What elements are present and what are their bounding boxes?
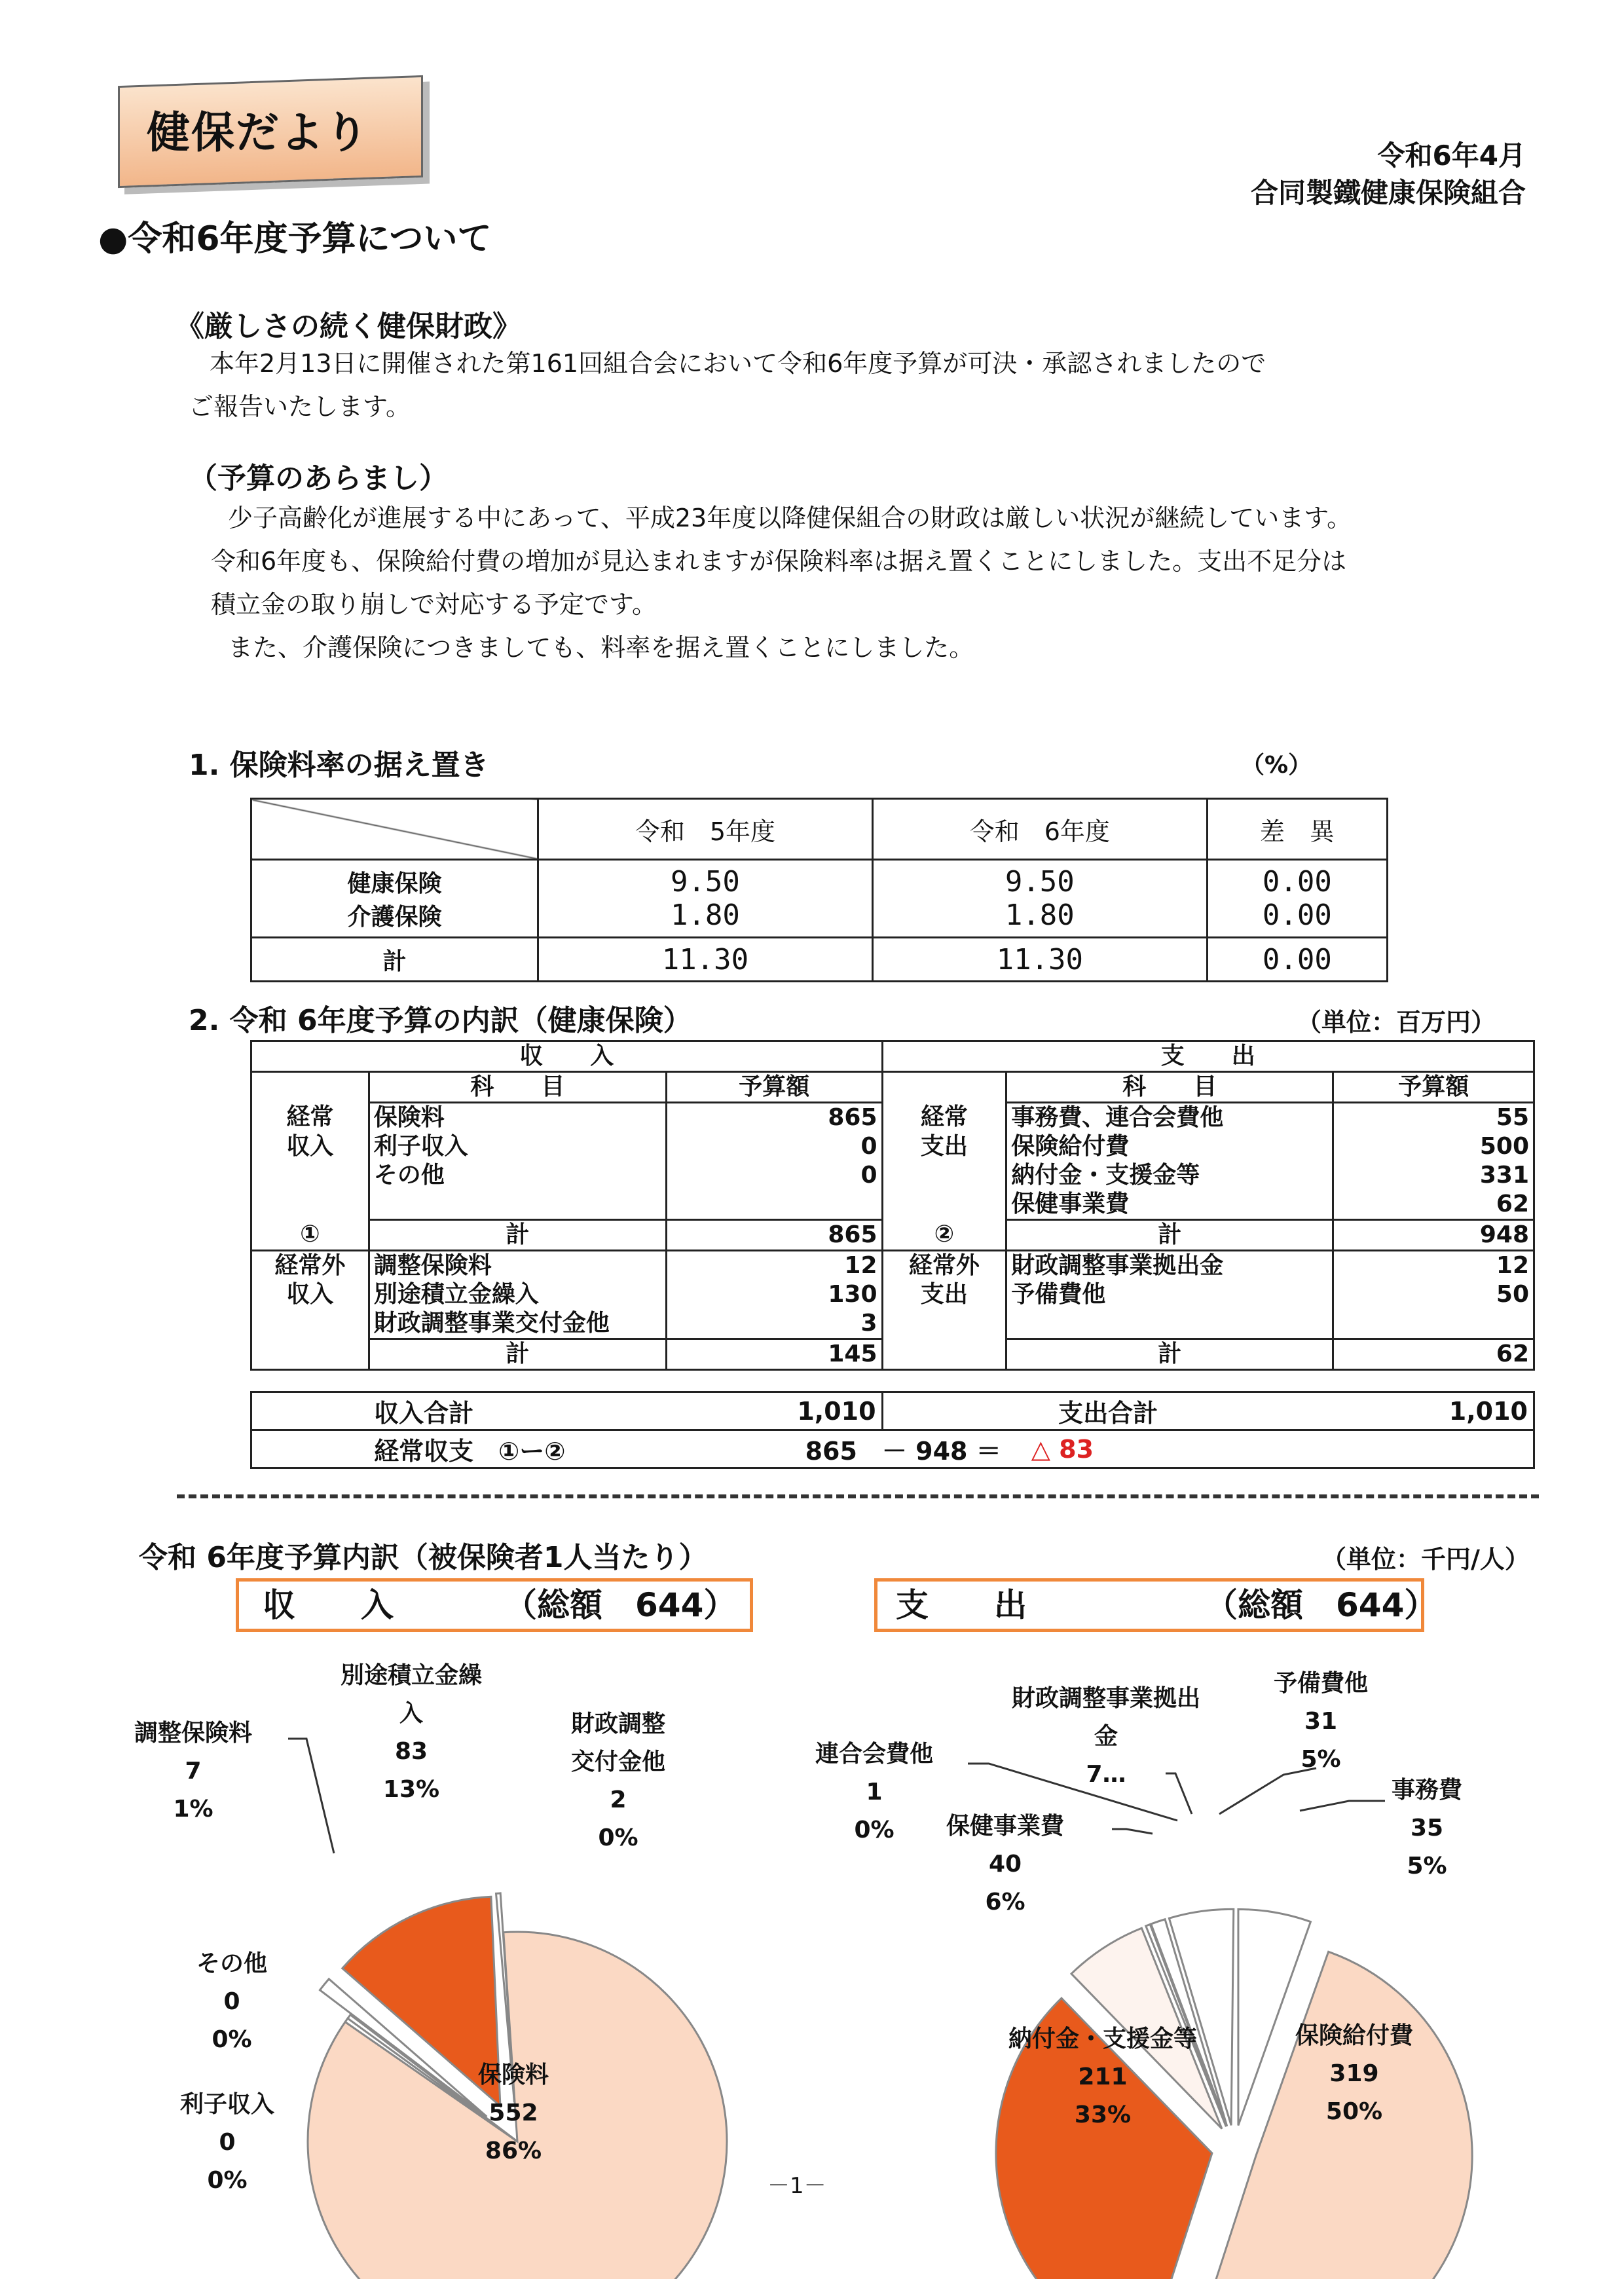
label-name: 保険料: [478, 2062, 549, 2088]
expense-amount: 50: [1333, 1280, 1534, 1309]
income-item: 別途積立金繰入: [369, 1280, 666, 1309]
label-value: 7…: [1086, 1761, 1126, 1788]
rates-cell: 9.50: [538, 860, 873, 899]
rates-col-r5: 令和 5年度: [538, 799, 873, 860]
label-value: 319: [1329, 2060, 1379, 2087]
expense-amount: 62: [1333, 1190, 1534, 1220]
income-amount: 865: [667, 1103, 882, 1133]
pie-label-chousei: [134, 1714, 252, 1828]
extra-income-subtotal-label: 計: [369, 1339, 666, 1370]
pie-label-yobi: [1274, 1665, 1368, 1779]
pie-label-betto: [341, 1657, 482, 1809]
pie-label-sonota: [196, 1945, 267, 2059]
expense-header: 支 出: [882, 1041, 1534, 1072]
expense-subtotal-label: 計: [1006, 1220, 1333, 1251]
income-item: 調整保険料: [369, 1251, 666, 1281]
ordinary-expense-label: 支出: [882, 1132, 1006, 1161]
income-amount: 130: [667, 1280, 882, 1309]
section1-line-2: ご報告いたします。: [189, 392, 411, 421]
label-value: 2: [610, 1787, 627, 1813]
label-pct: 0%: [207, 2167, 248, 2194]
pie-label-rishi: [180, 2086, 274, 2200]
expense-amount: 12: [1333, 1251, 1534, 1281]
label-pct: 0%: [212, 2026, 252, 2053]
rates-col-r6: 令和 6年度: [872, 799, 1207, 860]
extra-expense-subtotal-label: 計: [1006, 1339, 1333, 1370]
leader-line-chousei: [288, 1739, 334, 1853]
label-value: 0: [223, 1988, 240, 2015]
label-name: 納付金・支援金等: [1008, 2026, 1198, 2052]
label-value: 7: [185, 1758, 202, 1785]
expense-sum-label: 支出合計: [882, 1392, 1333, 1430]
expense-item: 保険給付費: [1006, 1132, 1333, 1161]
income-item: 保険料: [369, 1103, 666, 1133]
label-value: 83: [394, 1738, 428, 1765]
income-sum: 1,010: [666, 1392, 882, 1430]
expense-item: 予備費他: [1006, 1280, 1333, 1309]
income-box-total: （総額 644）: [504, 1586, 737, 1624]
rates-row-label: 健康保険: [251, 860, 538, 899]
rates-cell: 0.00: [1207, 898, 1387, 938]
rates-cell: 1.80: [872, 898, 1207, 938]
label-name: その他: [196, 1950, 268, 1977]
expense-item: 保健事業費: [1006, 1190, 1333, 1220]
rates-cell: 0.00: [1207, 938, 1387, 982]
label-pct: 5%: [1301, 1746, 1341, 1773]
label-name-cont: 金: [1094, 1723, 1118, 1750]
pie-label-zaisei-kyoshutsu: [1012, 1680, 1200, 1794]
label-pct: 1%: [173, 1796, 213, 1823]
extra-income-subtotal: 145: [667, 1339, 882, 1370]
budget-table: [250, 1040, 1535, 1371]
rates-cell: 11.30: [538, 938, 873, 982]
per-person-unit: （単位：千円/人）: [1321, 1545, 1530, 1574]
page-title: ●令和6年度予算について: [98, 219, 492, 259]
issue-date: 令和6年4月: [1377, 139, 1526, 172]
label-name: 調整保険料: [134, 1720, 253, 1747]
budget-unit: （単位：百万円）: [1297, 1008, 1496, 1037]
banner-title: 健保だより: [147, 107, 369, 158]
balance-cell: [1006, 1430, 1534, 1468]
rates-heading: 1. 保険料率の据え置き: [189, 749, 489, 782]
income-item: 利子収入: [369, 1132, 666, 1161]
budget-heading: 2. 令和 6年度予算の内訳（健康保険）: [189, 1004, 692, 1037]
rates-corner-cell: [251, 799, 538, 860]
rates-cell: 0.00: [1207, 860, 1387, 899]
pie-label-rengo: [815, 1735, 933, 1849]
label-name: 保険給付費: [1295, 2022, 1414, 2049]
section1-heading: 《厳しさの続く健保財政》: [175, 310, 521, 343]
label-name: 事務費: [1392, 1777, 1463, 1804]
income-amount: 0: [667, 1132, 882, 1161]
organization-name: 合同製鐵健康保険組合: [1250, 177, 1526, 209]
label-value: 31: [1304, 1708, 1338, 1735]
extra-income-label: 収入: [251, 1280, 369, 1309]
label-pct: 5%: [1407, 1853, 1447, 1879]
section2-line-2: 令和6年度も、保険給付費の増加が見込まれますが保険料率は据え置くことにしました。支出不足分は: [211, 547, 1347, 576]
leader-line-jimu: [1300, 1801, 1385, 1811]
income-box-label: 収 入: [263, 1586, 394, 1624]
income-amount: 3: [667, 1309, 882, 1339]
expense-item: 財政調整事業拠出金: [1006, 1251, 1333, 1281]
label-name: 保健事業費: [946, 1813, 1065, 1840]
label-name: 別途積立金繰: [341, 1662, 483, 1689]
rates-cell: 9.50: [872, 860, 1207, 899]
label-value: 0: [219, 2129, 236, 2156]
rates-unit: （%）: [1241, 752, 1312, 779]
expense-box-total: （総額 644）: [1205, 1586, 1437, 1624]
label-value: 211: [1078, 2064, 1128, 2090]
income-subtotal: 865: [667, 1220, 882, 1251]
label-name: 予備費他: [1274, 1670, 1369, 1697]
section-divider: [177, 1494, 1539, 1498]
label-pct: 33%: [1074, 2102, 1132, 2128]
balance-expression: 865 － 948 ＝: [666, 1430, 1006, 1468]
income-total-mark: ①: [251, 1220, 369, 1251]
section2-line-3: 積立金の取り崩しで対応する予定です。: [211, 590, 657, 619]
per-person-heading: 令和 6年度予算内訳（被保険者1人当たり）: [139, 1541, 708, 1574]
label-name: 利子収入: [180, 2091, 275, 2118]
section2-line-4: また、介護保険につきましても、料率を据え置くことにしました。: [228, 633, 974, 662]
expense-sum: 1,010: [1333, 1392, 1534, 1430]
income-amount: 0: [667, 1161, 882, 1190]
expense-amount-header: 予算額: [1333, 1072, 1534, 1103]
label-name: 連合会費他: [815, 1741, 934, 1768]
ordinary-income-label: 経常: [251, 1103, 369, 1133]
balance-value: △ 83: [1031, 1434, 1094, 1464]
expense-item-header: 科 目: [1006, 1072, 1333, 1103]
expense-item: 事務費、連合会費他: [1006, 1103, 1333, 1133]
expense-amount: 55: [1333, 1103, 1534, 1133]
label-pct: 6%: [985, 1889, 1025, 1916]
rates-row-label: 介護保険: [251, 898, 538, 938]
income-header: 収 入: [251, 1041, 883, 1072]
income-amount-header: 予算額: [667, 1072, 882, 1103]
expense-subtotal: 948: [1333, 1220, 1534, 1251]
expense-box-label: 支 出: [896, 1586, 1027, 1624]
label-pct: 13%: [382, 1776, 440, 1803]
ordinary-income-label: 収入: [251, 1132, 369, 1161]
income-amount: 12: [667, 1251, 882, 1281]
extra-expense-label: 支出: [882, 1280, 1006, 1309]
label-name: 財政調整事業拠出: [1012, 1685, 1201, 1712]
income-sum-label: 収入合計: [369, 1392, 666, 1430]
balance-label: 経常収支 ①ー②: [369, 1430, 666, 1468]
pie-label-hokenjigyo: [946, 1807, 1064, 1921]
extra-income-label: 経常外: [251, 1251, 369, 1281]
label-pct: 86%: [485, 2138, 542, 2164]
rates-table: [250, 798, 1388, 982]
label-pct: 0%: [854, 1817, 895, 1843]
newsletter-banner: [118, 69, 429, 180]
pie-label-zaisei: [571, 1705, 665, 1857]
income-subtotal-label: 計: [369, 1220, 666, 1251]
label-name: 財政調整: [571, 1711, 666, 1737]
page-number: －1－: [767, 2173, 826, 2199]
label-name-cont: 入: [399, 1700, 424, 1727]
budget-summary-table: [250, 1391, 1535, 1469]
section1-line-1: 本年2月13日に開催された第161回組合会において令和6年度予算が可決・承認されましたので: [210, 349, 1266, 378]
rates-cell: 1.80: [538, 898, 873, 938]
extra-expense-label: 経常外: [882, 1251, 1006, 1281]
pie-label-kyufu: [1295, 2017, 1413, 2131]
pie-label-jimu: [1392, 1771, 1462, 1885]
label-value: 1: [866, 1779, 883, 1805]
rates-cell: 11.30: [872, 938, 1207, 982]
income-item: その他: [369, 1161, 666, 1190]
label-value: 40: [988, 1851, 1022, 1878]
section2-heading: （予算のあらまし）: [189, 462, 448, 495]
rates-row-label: 計: [251, 938, 538, 982]
label-name-cont: 交付金他: [571, 1749, 666, 1775]
income-item: 財政調整事業交付金他: [369, 1309, 666, 1339]
label-pct: 50%: [1325, 2098, 1383, 2125]
expense-amount: 500: [1333, 1132, 1534, 1161]
ordinary-expense-label: 経常: [882, 1103, 1006, 1133]
section2-line-1: 少子高齢化が進展する中にあって、平成23年度以降健保組合の財政は厳しい状況が継続しています。: [228, 504, 1352, 532]
leader-line-hoken: [1112, 1829, 1153, 1834]
label-value: 35: [1410, 1815, 1444, 1842]
rates-col-diff: 差 異: [1207, 799, 1387, 860]
label-value: 552: [489, 2100, 538, 2126]
expense-amount: 331: [1333, 1161, 1534, 1190]
extra-expense-subtotal: 62: [1333, 1339, 1534, 1370]
pie-label-hokenryo: [478, 2056, 549, 2170]
expense-item: 納付金・支援金等: [1006, 1161, 1333, 1190]
expense-total-mark: ②: [882, 1220, 1006, 1251]
pie-label-nofu: [1008, 2020, 1197, 2134]
label-pct: 0%: [598, 1824, 638, 1851]
income-item-header: 科 目: [369, 1072, 666, 1103]
